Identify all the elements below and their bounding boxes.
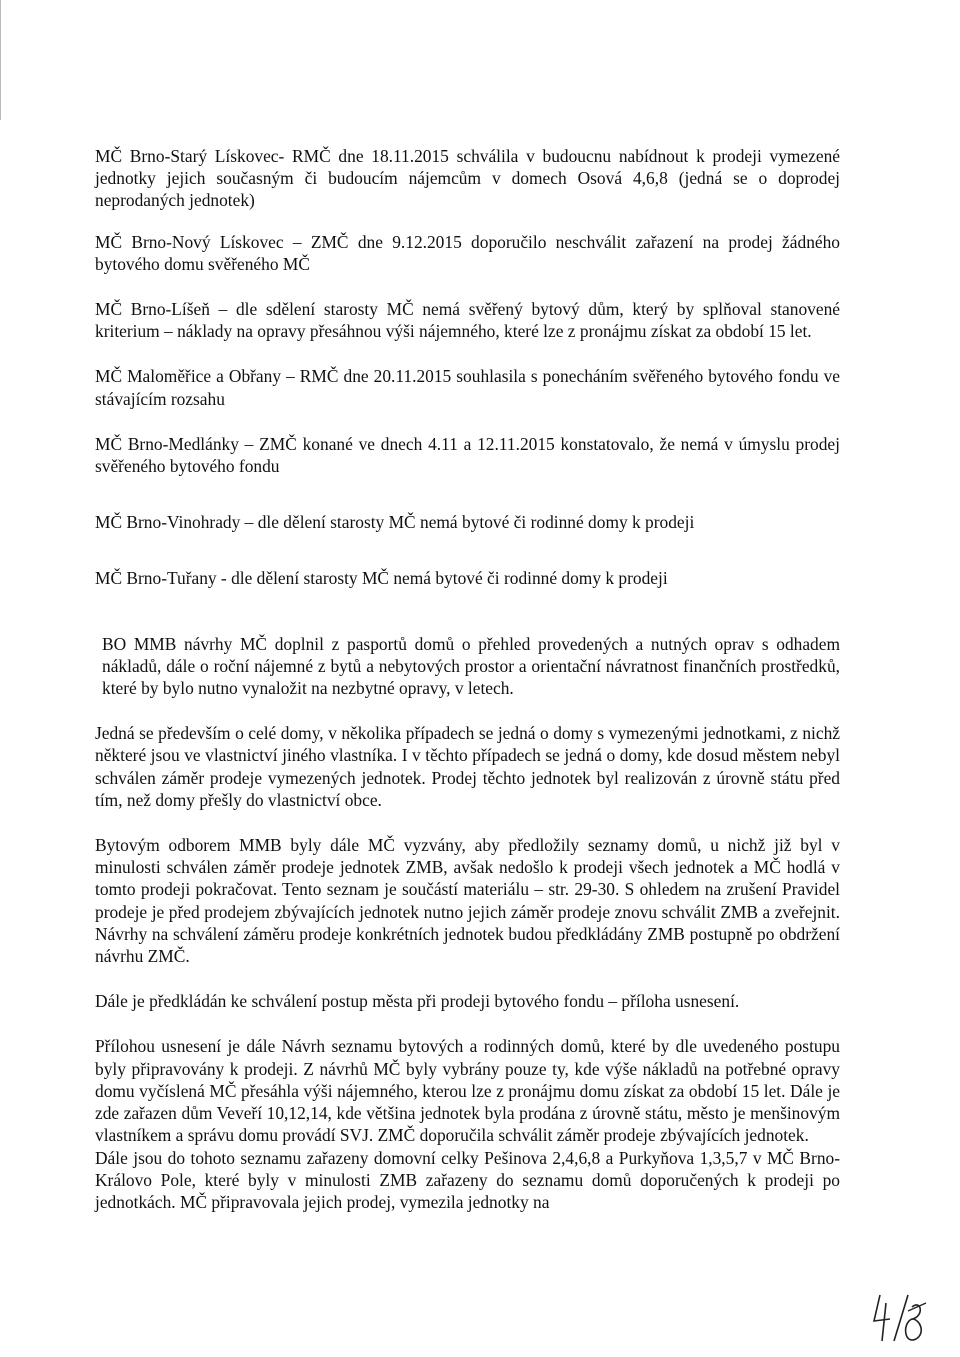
paragraph-bytovy-odbor: Bytovým odborem MMB byly dále MČ vyzvány, aby předložily seznamy domů, u nichž již byl v minulosti schválen záměr prodeje jednotek ZMB, avšak nedošlo k prodeji všech jednotek a MČ hodlá v tomto prodeji pokračovat. Tento seznam je součástí materiálu – str. 29-30. S ohledem na zrušení Pravidel prodeje je před prodejem zbývajících jednotek nutno jejich záměr prodeje znovu schválit ZMB a zveřejnit. Návrhy na schválení záměru prodeje konkrétních jednotek budou předkládány ZMB postupně po obdržení návrhu ZMČ. [95, 835, 840, 967]
paragraph-vinohrady: MČ Brno-Vinohrady – dle dělení starosty MČ nemá bytové či rodinné domy k prodeji [95, 512, 695, 533]
handwritten-page-number [868, 1283, 928, 1353]
paragraph-priloha-usneseni: Přílohou usnesení je dále Návrh seznamu bytových a rodinných domů, které by dle uvedeného postupu byly připravovány k prodeji. Z návrhů MČ byly vybrány pouze ty, kde výše nákladů na potřebné opravy domu vyčíslená MČ přesáhla výši nájemného, kterou lze z pronájmu domu získat za období 15 let. Dále je zde zařazen dům Veveří 10,12,14, kde většina jednotek byla prodána z úrovně státu, město je menšinovým vlastníkem a správu domu provádí SVJ. ZMČ doporučila schválit záměr prodeje zbývajících jednotek. [95, 1036, 840, 1146]
paragraph-bo-mmb: BO MMB návrhy MČ doplnil z pasportů domů o přehled provedených a nutných oprav s odhadem nákladů, dále o roční nájemné z bytů a nebytových prostor a orientační návratnost finančních prostředků, které by bylo nutno vynaložit na nezbytné opravy, v letech. [102, 633, 840, 699]
paragraph-lisen: MČ Brno-Líšeň – dle sdělení starosty MČ nemá svěřený bytový dům, který by splňoval stanovené kriterium – náklady na opravy přesáhnou výši nájemného, které lze z pronájmu získat za období 15 let. [95, 299, 840, 342]
paragraph-postup-mesta: Dále je předkládán ke schválení postup města při prodeji bytového fondu – příloha usnesení. [95, 991, 740, 1012]
paragraph-medlanky: MČ Brno-Medlánky – ZMČ konané ve dnech 4.11 a 12.11.2015 konstatovalo, že nemá v úmyslu prodej svěřeného bytového fondu [95, 433, 840, 477]
paragraph-stary-liskovec: MČ Brno-Starý Lískovec- RMČ dne 18.11.2015 schválila v budoucnu nabídnout k prodeji vymezené jednotky jejich současným či budoucím nájemcům v domech Osová 4,6,8 (jedná se o doprodej neprodaných jednotek) [95, 146, 840, 211]
paragraph-malomerice-obrany: MČ Maloměřice a Obřany – RMČ dne 20.11.2015 souhlasila s ponecháním svěřeného bytového fondu ve stávajícím rozsahu [95, 366, 840, 409]
paragraph-domovni-celky: Dále jsou do tohoto seznamu zařazeny domovní celky Pešinova 2,4,6,8 a Purkyňova 1,3,5,7 v MČ Brno-Královo Pole, které byly v minulosti ZMB zařazeny do seznamu domů doporučených k prodeji po jednotkách. MČ připravovala jejich prodej, vymezila jednotky na [95, 1147, 840, 1212]
paragraph-novy-liskovec: MČ Brno-Nový Lískovec – ZMČ dne 9.12.2015 doporučilo neschválit zařazení na prodej žádného bytového domu svěřeného MČ [95, 231, 840, 274]
scan-edge-line [0, 0, 1, 120]
paragraph-turany: MČ Brno-Tuřany - dle dělení starosty MČ nemá bytové či rodinné domy k prodeji [95, 568, 668, 589]
document-body [95, 145, 840, 1213]
paragraph-cele-domy: Jedná se především o celé domy, v několika případech se jedná o domy s vymezenými jednotkami, z nichž některé jsou ve vlastnictví jiného vlastníka. I v těchto případech se jedná o domy, kde dosud městem nebyl schválen záměr prodeje vymezených jednotek. Prodej těchto jednotek byl realizován z úrovně státu před tím, než domy přešly do vlastnictví obce. [95, 723, 840, 810]
